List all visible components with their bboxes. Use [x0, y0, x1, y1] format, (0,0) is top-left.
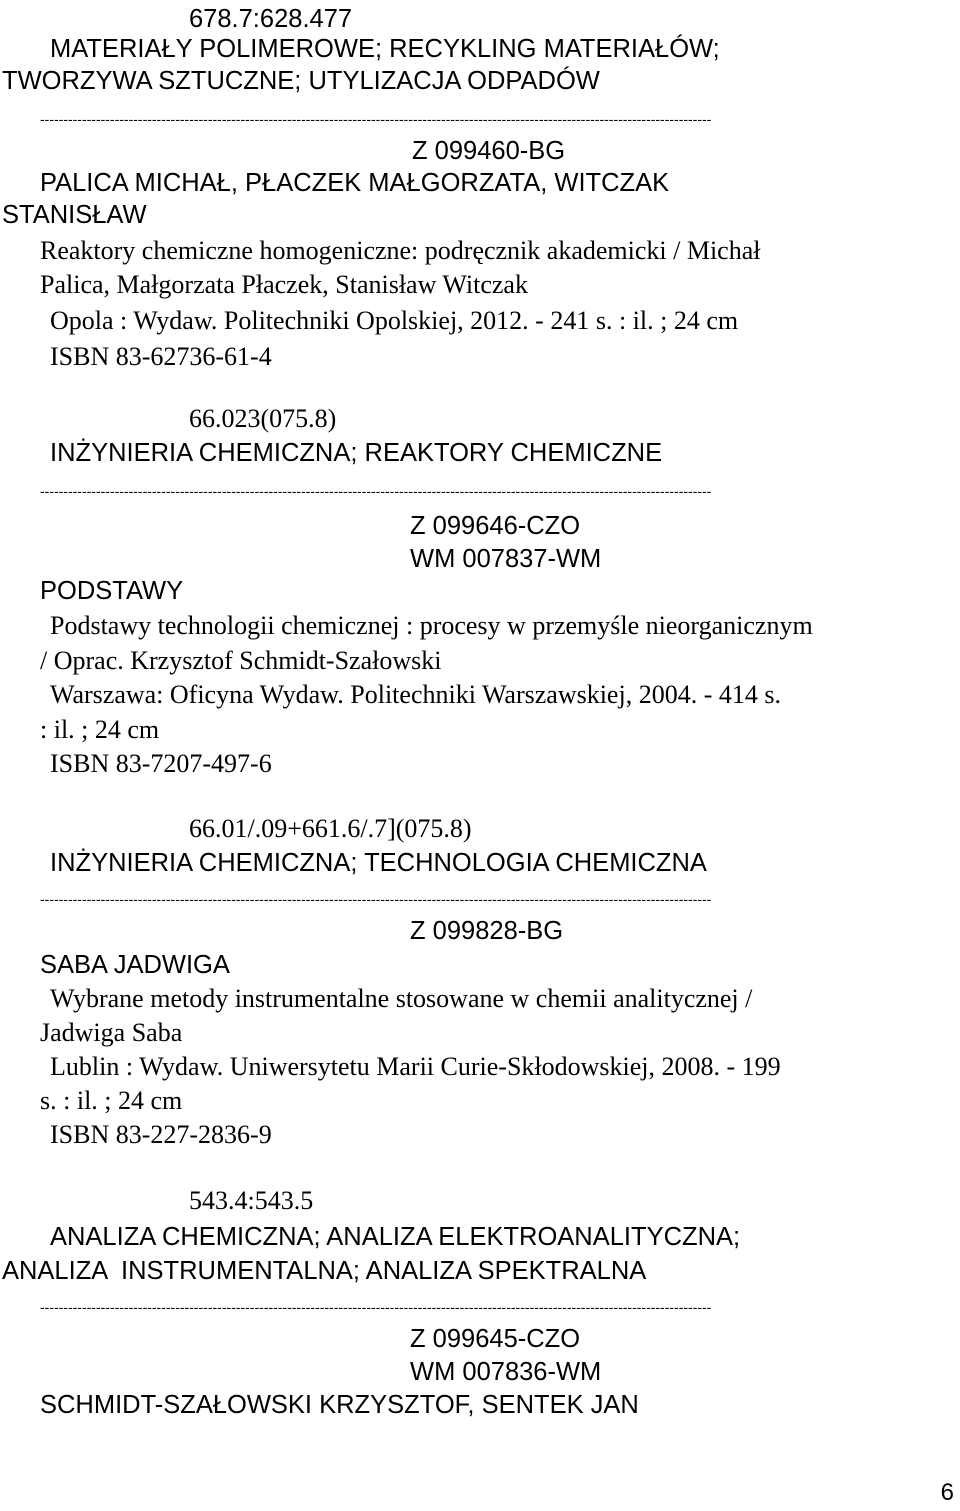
- subject-line: INŻYNIERIA CHEMICZNA; REAKTORY CHEMICZNE: [50, 439, 663, 467]
- signature: Z 099645-CZO: [410, 1325, 581, 1353]
- title-line: Palica, Małgorzata Płaczek, Stanisław Witczak: [40, 270, 528, 299]
- imprint-line: Warszawa: Oficyna Wydaw. Politechniki Warszawskiej, 2004. - 414 s.: [50, 680, 781, 709]
- title-line: Jadwiga Saba: [40, 1018, 183, 1047]
- class-code: 66.01/.09+661.6/.7](075.8): [189, 814, 472, 843]
- isbn: ISBN 83-227-2836-9: [50, 1120, 272, 1149]
- title-line: Podstawy technologii chemicznej : procesy w przemyśle nieorganicznym: [50, 611, 813, 640]
- signature: Z 099828-BG: [410, 917, 564, 945]
- page-number: 6: [940, 1479, 954, 1506]
- signature: Z 099646-CZO: [410, 512, 581, 540]
- subject-line: MATERIAŁY POLIMEROWE; RECYKLING MATERIAŁÓW;: [50, 35, 720, 63]
- signature: WM 007837-WM: [410, 545, 602, 573]
- title-line: / Oprac. Krzysztof Schmidt-Szałowski: [40, 646, 442, 675]
- signature: WM 007836-WM: [410, 1358, 602, 1386]
- heading-line: PALICA MICHAŁ, PŁACZEK MAŁGORZATA, WITCZAK: [40, 169, 670, 197]
- title-line: Reaktory chemiczne homogeniczne: podręcznik akademicki / Michał: [40, 236, 761, 265]
- heading-line: SABA JADWIGA: [40, 951, 230, 979]
- imprint-line: : il. ; 24 cm: [40, 715, 160, 744]
- imprint-line: Opola : Wydaw. Politechniki Opolskiej, 2012. - 241 s. : il. ; 24 cm: [50, 306, 739, 335]
- signature: Z 099460-BG: [412, 137, 566, 165]
- class-code: 678.7:628.477: [189, 5, 353, 33]
- title-line: Wybrane metody instrumentalne stosowane w chemii analitycznej /: [50, 984, 753, 1013]
- separator-line: ------------------------------------------------------------------------------------------------------------------------------------------------: [40, 483, 712, 499]
- subject-line: ANALIZA INSTRUMENTALNA; ANALIZA SPEKTRALNA: [2, 1257, 647, 1285]
- heading-line: SCHMIDT-SZAŁOWSKI KRZYSZTOF, SENTEK JAN: [40, 1391, 639, 1419]
- isbn: ISBN 83-7207-497-6: [50, 749, 272, 778]
- heading-line: STANISŁAW: [2, 201, 147, 229]
- subject-line: TWORZYWA SZTUCZNE; UTYLIZACJA ODPADÓW: [2, 67, 600, 95]
- separator-line: ------------------------------------------------------------------------------------------------------------------------------------------------: [40, 1299, 712, 1315]
- class-code: 543.4:543.5: [189, 1186, 314, 1215]
- imprint-line: s. : il. ; 24 cm: [40, 1086, 183, 1115]
- subject-line: ANALIZA CHEMICZNA; ANALIZA ELEKTROANALITYCZNA;: [50, 1223, 741, 1251]
- separator-line: ------------------------------------------------------------------------------------------------------------------------------------------------: [40, 111, 712, 127]
- subject-line: INŻYNIERIA CHEMICZNA; TECHNOLOGIA CHEMICZNA: [50, 849, 707, 877]
- isbn: ISBN 83-62736-61-4: [50, 342, 272, 371]
- imprint-line: Lublin : Wydaw. Uniwersytetu Marii Curie-Skłodowskiej, 2008. - 199: [50, 1052, 781, 1081]
- separator-line: ------------------------------------------------------------------------------------------------------------------------------------------------: [40, 891, 712, 907]
- class-code: 66.023(075.8): [189, 404, 337, 433]
- heading-line: PODSTAWY: [40, 577, 184, 605]
